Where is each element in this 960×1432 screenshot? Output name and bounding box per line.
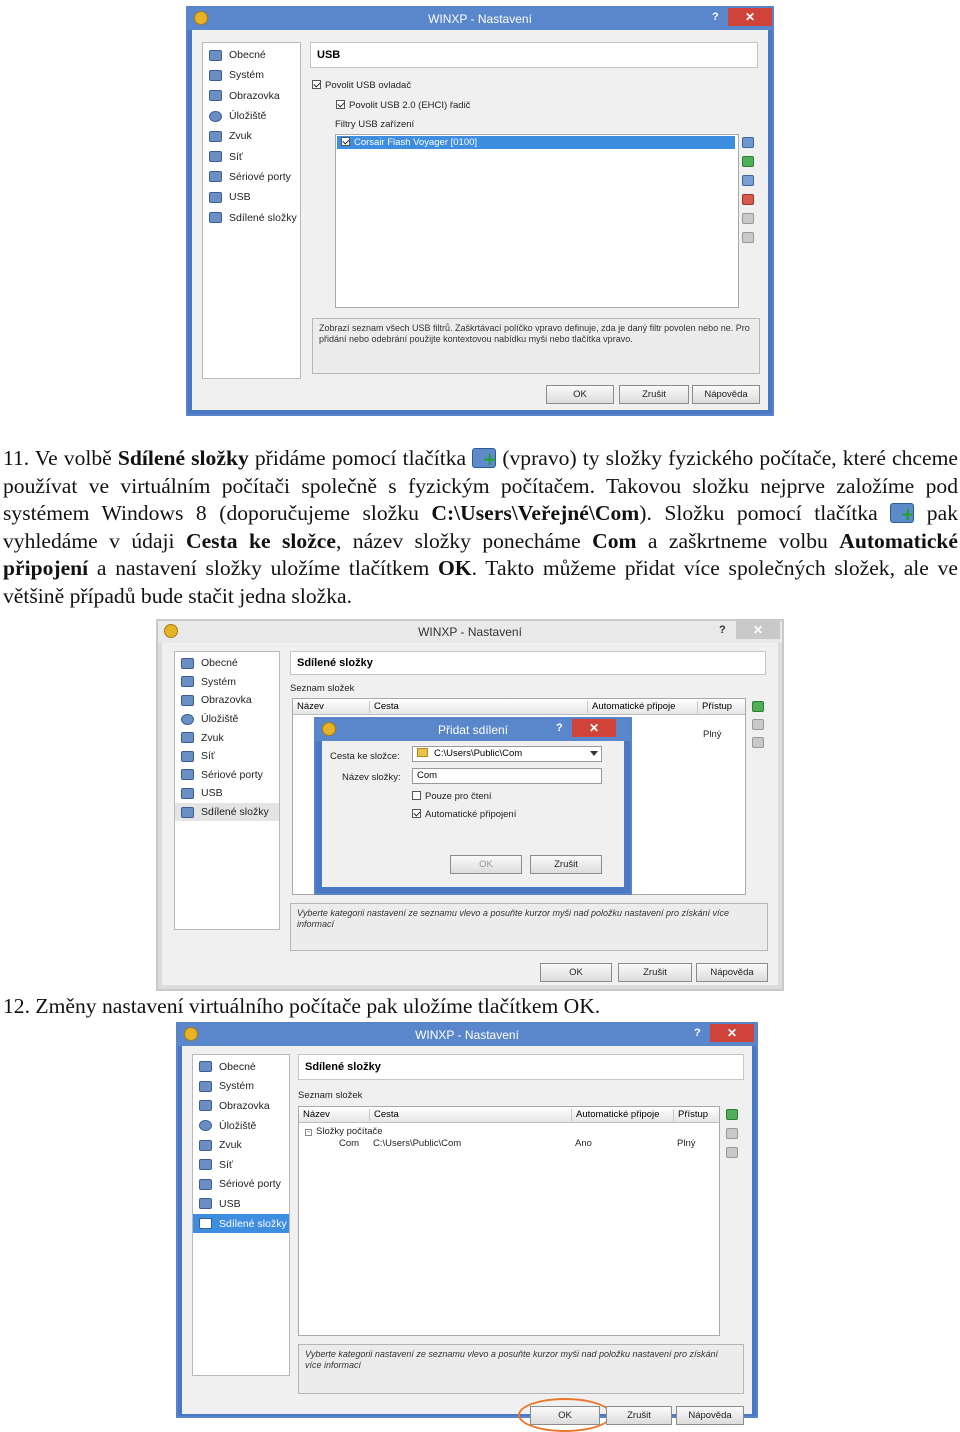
help-info-box: Zobrazí seznam všech USB filtrů. Zaškrtávací políčko vpravo definuje, zda je daný filtr povolen nebo ne. Pro přidání nebo odebrání použijte kontextovou nabídku myši nebo tlačítka vpravo. <box>312 318 760 374</box>
filter-item-label: Corsair Flash Voyager [0100] <box>354 137 478 148</box>
column-automount[interactable]: Automatické připoje <box>571 1109 659 1121</box>
remove-filter-icon[interactable] <box>742 194 754 205</box>
sidebar-item-shared-folders[interactable] <box>203 207 300 227</box>
enable-ehci-label: Povolit USB 2.0 (EHCI) řadič <box>349 100 471 111</box>
collapse-icon[interactable]: - <box>305 1129 312 1136</box>
sidebar-item-label: Obecné <box>229 49 266 62</box>
sidebar-item-label: Obecné <box>219 1060 256 1073</box>
help-text-button[interactable]: Nápověda <box>696 963 768 982</box>
path-value: C:\Users\Public\Com <box>434 748 523 759</box>
close-button[interactable]: ✕ <box>728 8 772 26</box>
bold-run: OK <box>437 556 472 580</box>
move-up-icon[interactable] <box>742 213 754 224</box>
display-icon <box>199 1100 212 1111</box>
ok-button[interactable]: OK <box>540 963 612 982</box>
cancel-button[interactable]: Zrušit <box>606 1406 672 1425</box>
cancel-button[interactable]: Zrušit <box>619 385 689 404</box>
bold-run: Sdílené složky <box>117 446 249 470</box>
folder-icon <box>181 807 194 818</box>
path-select[interactable] <box>412 746 602 762</box>
help-text-button[interactable]: Nápověda <box>692 385 760 404</box>
sidebar-item-label: Sériové porty <box>229 170 291 183</box>
sidebar-item-general[interactable] <box>203 45 300 65</box>
sidebar-item-label: Sériové porty <box>201 768 263 781</box>
sidebar-item-network[interactable] <box>175 747 279 766</box>
edit-share-icon[interactable] <box>726 1128 738 1139</box>
sidebar-item-serial[interactable] <box>193 1175 289 1195</box>
text-run: , název složky ponecháme <box>335 528 593 553</box>
sidebar-item-serial[interactable] <box>203 167 300 187</box>
sidebar-item-label: Sdílené složky <box>229 211 297 224</box>
settings-sidebar <box>192 1054 290 1376</box>
column-name[interactable]: Název <box>297 701 324 712</box>
serial-port-icon <box>199 1179 212 1190</box>
column-automount[interactable]: Automatické připoje <box>587 701 675 713</box>
sidebar-item-storage[interactable] <box>203 106 300 126</box>
monitor-icon <box>181 658 194 669</box>
folder-icon <box>209 212 222 223</box>
network-icon <box>181 751 194 762</box>
usb-icon <box>209 192 222 203</box>
speaker-icon <box>199 1140 212 1151</box>
text-run: a zaškrtneme volbu <box>636 528 840 553</box>
page-title: Sdílené složky <box>290 651 766 675</box>
sidebar-item-storage[interactable] <box>193 1116 289 1136</box>
chip-icon <box>181 676 194 687</box>
usb-icon <box>181 788 194 799</box>
list-header <box>299 1107 719 1123</box>
sidebar-item-usb[interactable] <box>203 187 300 207</box>
name-value: Com <box>417 770 438 781</box>
check-icon <box>336 100 345 109</box>
cancel-button[interactable]: Zrušit <box>618 963 692 982</box>
enable-ehci-checkbox[interactable] <box>336 100 470 111</box>
serial-port-icon <box>209 171 222 182</box>
help-button[interactable]: ? <box>694 1027 701 1039</box>
dialog-title: Přidat sdílení <box>437 723 509 737</box>
column-path[interactable]: Cesta <box>369 1109 399 1121</box>
monitor-icon <box>209 50 222 61</box>
text-run: 11. Ve volbě <box>3 446 118 470</box>
sidebar-item-label: Zvuk <box>201 731 224 744</box>
name-label: Název složky: <box>342 772 401 783</box>
window-body <box>192 30 768 410</box>
sidebar-item-label: Systém <box>219 1080 255 1093</box>
readonly-label: Pouze pro čtení <box>425 791 492 802</box>
path-label: Cesta ke složce: <box>330 751 400 762</box>
check-icon[interactable] <box>341 137 350 146</box>
sidebar-item-label: USB <box>201 787 223 800</box>
speaker-icon <box>181 732 194 743</box>
help-text-button[interactable]: Nápověda <box>676 1406 744 1425</box>
dialog-body <box>322 741 624 887</box>
list-item[interactable] <box>337 136 735 149</box>
help-button[interactable]: ? <box>719 624 726 636</box>
dialog-cancel-button[interactable]: Zrušit <box>530 855 602 874</box>
display-icon <box>181 695 194 706</box>
page-title: Sdílené složky <box>298 1054 744 1080</box>
sidebar-item-display[interactable] <box>203 86 300 106</box>
help-button[interactable]: ? <box>712 11 719 23</box>
shared-folders-window-result <box>176 1022 758 1421</box>
add-folder-icon <box>890 503 914 523</box>
add-share-icon[interactable] <box>752 701 764 712</box>
sidebar-item-label: Obrazovka <box>219 1099 270 1112</box>
sidebar-item-label: Systém <box>229 69 265 82</box>
chevron-down-icon[interactable] <box>590 751 598 756</box>
check-icon <box>312 80 321 89</box>
automount-checkbox[interactable] <box>412 809 516 820</box>
sidebar-item-label: Síť <box>229 150 243 163</box>
sidebar-item-audio[interactable] <box>175 728 279 747</box>
add-share-dialog <box>314 717 632 895</box>
sidebar-item-system[interactable] <box>193 1077 289 1097</box>
move-down-icon[interactable] <box>742 232 754 243</box>
usb-settings-window <box>186 6 774 416</box>
sidebar-item-display[interactable] <box>193 1096 289 1116</box>
usb-filters-label: Filtry USB zařízení <box>335 119 415 130</box>
sidebar-item-display[interactable] <box>175 691 279 710</box>
automount-label: Automatické připojení <box>425 809 517 820</box>
sidebar-item-storage[interactable] <box>175 710 279 729</box>
sidebar-item-label: Sdílené složky <box>201 806 269 819</box>
folder-icon <box>417 748 428 757</box>
window-title: WINXP - Nastavení <box>415 1028 519 1042</box>
enable-usb-checkbox[interactable] <box>312 80 411 91</box>
page-title: USB <box>310 42 758 68</box>
serial-port-icon <box>181 769 194 780</box>
disk-icon <box>181 714 194 725</box>
shared-folder-name: Com <box>339 1138 360 1149</box>
network-icon <box>209 151 222 162</box>
checkbox-icon <box>412 791 421 800</box>
access-cell: Plný <box>703 729 722 740</box>
instruction-paragraph-11 <box>3 445 958 610</box>
sidebar-item-usb[interactable] <box>175 784 279 803</box>
usb-icon <box>199 1198 212 1209</box>
folder-icon <box>199 1218 212 1229</box>
shared-folder-automount: Ano <box>575 1138 592 1149</box>
column-access[interactable]: Přístup <box>697 701 732 713</box>
sidebar-item-label: Obecné <box>201 657 238 670</box>
text-run: (vpravo) ty složky fyzického počítače, které chceme používat ve virtuálním počítači společně s fyzickým počítačem. Takovou složku nejprve založíme pod systémem Windows 8 (doporučujeme složku <box>3 446 958 525</box>
add-folder-icon <box>472 448 496 468</box>
usb-filter-list[interactable] <box>335 134 739 308</box>
name-input[interactable] <box>412 768 602 784</box>
sidebar-item-label: USB <box>219 1197 241 1210</box>
window-title: WINXP - Nastavení <box>418 625 522 639</box>
close-button[interactable]: ✕ <box>736 621 780 639</box>
sidebar-item-label: Systém <box>201 675 237 688</box>
add-from-device-icon[interactable] <box>742 156 754 167</box>
sidebar-item-network[interactable] <box>203 146 300 166</box>
ok-button[interactable]: OK <box>546 385 614 404</box>
column-access[interactable]: Přístup <box>673 1109 708 1121</box>
sidebar-item-shared-folders[interactable] <box>193 1214 289 1234</box>
sidebar-item-label: Obrazovka <box>201 694 252 707</box>
sidebar-item-label: Sériové porty <box>219 1178 281 1191</box>
shared-folder-access: Plný <box>677 1138 696 1149</box>
sidebar-item-usb[interactable] <box>193 1194 289 1214</box>
folder-list-label: Seznam složek <box>290 683 355 694</box>
column-path[interactable]: Cesta <box>369 701 399 713</box>
edit-share-icon[interactable] <box>752 719 764 730</box>
display-icon <box>209 90 222 101</box>
sidebar-item-label: Úložiště <box>219 1119 257 1132</box>
folder-list[interactable] <box>298 1106 720 1336</box>
title-bar <box>178 1024 756 1046</box>
bold-run: Com <box>592 528 637 553</box>
tree-root-label: Složky počítače <box>316 1126 383 1137</box>
disk-icon <box>199 1120 212 1131</box>
help-info-box: Vyberte kategorii nastavení ze seznamu vlevo a posuňte kurzor myši nad položku nastavení pro získání více informací <box>290 903 768 951</box>
remove-share-icon[interactable] <box>726 1147 738 1158</box>
shared-folders-window-dialog <box>156 619 784 991</box>
chip-icon <box>199 1081 212 1092</box>
speaker-icon <box>209 131 222 142</box>
sidebar-item-label: Zvuk <box>229 130 252 143</box>
title-bar <box>188 8 772 30</box>
title-bar <box>158 621 782 643</box>
dialog-ok-button[interactable]: OK <box>450 855 522 874</box>
text-run: ). Složku pomocí tlačítka <box>639 501 891 525</box>
sidebar-item-shared-folders[interactable] <box>175 803 279 822</box>
monitor-icon <box>199 1061 212 1072</box>
sidebar-item-label: Úložiště <box>201 713 239 726</box>
text-run: pak vyhledáme v údaji <box>3 501 958 553</box>
column-name[interactable]: Název <box>303 1109 330 1120</box>
text-run: . Takto můžeme přidat více společných složek, ale ve většině případů bude stačit jedna složka. <box>3 556 958 608</box>
settings-sidebar <box>202 42 301 379</box>
sidebar-item-label: Obrazovka <box>229 89 280 102</box>
sidebar-item-network[interactable] <box>193 1155 289 1175</box>
close-button[interactable]: ✕ <box>710 1024 754 1042</box>
sidebar-item-label: Síť <box>201 750 215 763</box>
shared-folder-path: C:\Users\Public\Com <box>373 1138 462 1149</box>
sidebar-item-label: USB <box>229 191 251 204</box>
instruction-paragraph-12: 12. Změny nastavení virtuálního počítače pak uložíme tlačítkem OK. <box>3 994 601 1018</box>
bold-run: Automatické připojení <box>3 528 959 580</box>
sidebar-item-label: Sdílené složky <box>219 1217 287 1230</box>
help-info-box: Vyberte kategorii nastavení ze seznamu vlevo a posuňte kurzor myši nad položku nastavení pro získání více informací <box>298 1344 744 1394</box>
dialog-title-bar <box>316 719 630 741</box>
ok-highlight-ring <box>518 1398 612 1432</box>
sidebar-item-general[interactable] <box>193 1057 289 1077</box>
enable-usb-label: Povolit USB ovladač <box>325 80 412 91</box>
window-body <box>182 1046 752 1421</box>
ok-button[interactable]: OK <box>530 1406 600 1425</box>
sidebar-item-label: Síť <box>219 1158 233 1171</box>
text-run: přidáme pomocí tlačítka <box>248 446 473 470</box>
folder-list-label: Seznam složek <box>298 1090 363 1101</box>
text-run: a nastavení složky uložíme tlačítkem <box>88 556 438 580</box>
bold-run: C:\Users\Veřejné\Com <box>431 501 640 525</box>
readonly-checkbox[interactable] <box>412 791 492 802</box>
close-button[interactable]: ✕ <box>572 719 616 737</box>
bold-run: Cesta ke složce <box>185 528 336 553</box>
list-header <box>293 699 745 715</box>
edit-filter-icon[interactable] <box>742 175 754 186</box>
help-button[interactable]: ? <box>556 722 563 734</box>
window-body <box>162 643 778 985</box>
chip-icon <box>209 70 222 81</box>
sidebar-item-audio[interactable] <box>203 126 300 146</box>
disk-icon <box>209 111 222 122</box>
sidebar-item-serial[interactable] <box>175 766 279 785</box>
add-filter-icon[interactable] <box>742 137 754 148</box>
remove-share-icon[interactable] <box>752 737 764 748</box>
sidebar-item-general[interactable] <box>175 654 279 673</box>
sidebar-item-system[interactable] <box>175 673 279 692</box>
sidebar-item-label: Úložiště <box>229 110 267 123</box>
sidebar-item-label: Zvuk <box>219 1139 242 1152</box>
check-icon <box>412 809 421 818</box>
sidebar-item-audio[interactable] <box>193 1135 289 1155</box>
network-icon <box>199 1159 212 1170</box>
tree-node-machine-folders[interactable] <box>305 1126 383 1137</box>
window-title: WINXP - Nastavení <box>428 12 532 26</box>
settings-sidebar <box>174 651 280 930</box>
add-share-icon[interactable] <box>726 1109 738 1120</box>
sidebar-item-system[interactable] <box>203 65 300 85</box>
